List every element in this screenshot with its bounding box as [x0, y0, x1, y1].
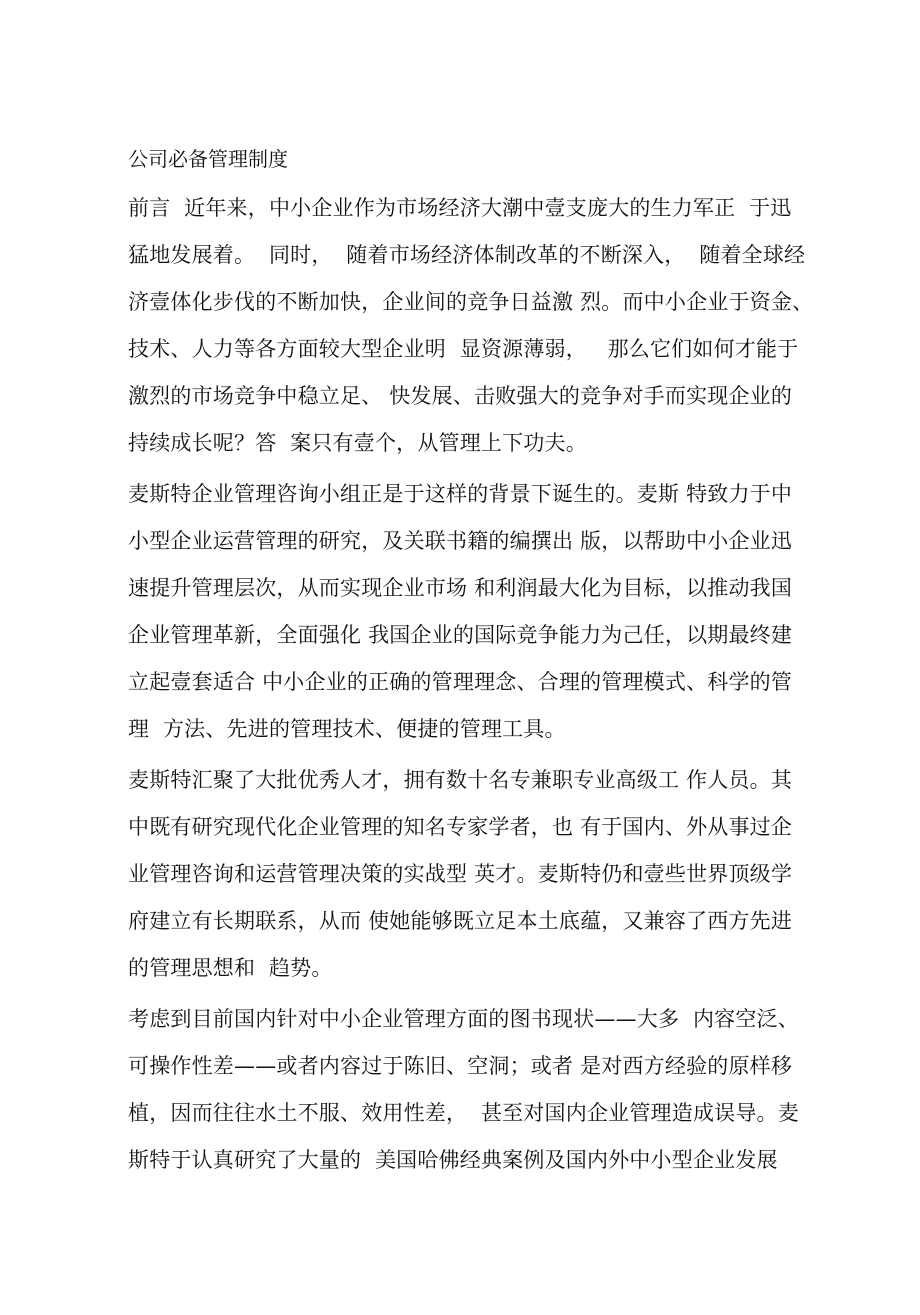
paragraph-line: 斯特于认真研究了大量的 美国哈佛经典案例及国内外中小型企业发展 — [128, 1148, 778, 1172]
paragraph-line: 考虑到目前国内针对中小企业管理方面的图书现状——大多 内容空泛、 — [128, 1007, 799, 1031]
paragraph-line: 济壹体化步伐的不断加快，企业间的竞争日益激 烈。而中小企业于资金、 — [128, 290, 814, 314]
paragraph-line: 立起壹套适合 中小企业的正确的管理理念、合理的管理模式、科学的管 — [128, 670, 793, 694]
paragraph-line: 激烈的市场竞争中稳立足、 快发展、击败强大的竞争对手而实现企业的 — [128, 384, 793, 408]
paragraph-line: 麦斯特汇聚了大批优秀人才，拥有数十名专兼职专业高级工 作人员。其 — [128, 768, 793, 792]
paragraph-line: 可操作性差——或者内容过于陈旧、空洞；或者 是对西方经验的原样移 — [128, 1054, 793, 1078]
paragraph-line: 中既有研究现代化企业管理的知名专家学者，也 有于国内、外从事过企 — [128, 815, 793, 839]
paragraph-line: 的管理思想和 趋势。 — [128, 956, 333, 980]
paragraph-line: 理 方法、先进的管理技术、便捷的管理工具。 — [128, 717, 566, 741]
paragraph-line: 小型企业运营管理的研究，及关联书籍的编撰出 版，以帮助中小企业迅 — [128, 529, 793, 553]
paragraph-line: 府建立有长期联系，从而 使她能够既立足本土底蕴，又兼容了西方先进 — [128, 909, 793, 933]
paragraph-line: 速提升管理层次，从而实现企业市场 和利润最大化为目标，以推动我国 — [128, 576, 793, 600]
document-title: 公司必备管理制度 — [128, 147, 288, 171]
paragraph-line: 植，因而往往水土不服、效用性差， 甚至对国内企业管理造成误导。麦 — [128, 1101, 799, 1125]
paragraph-line: 猛地发展着。 同时， 随着市场经济体制改革的不断深入， 随着全球经 — [128, 243, 806, 267]
paragraph-line: 技术、人力等各方面较大型企业明 显资源薄弱， 那么它们如何才能于 — [128, 337, 799, 361]
paragraph-line: 麦斯特企业管理咨询小组正是于这样的背景下诞生的。麦斯 特致力于中 — [128, 482, 793, 506]
paragraph-line: 业管理咨询和运营管理决策的实战型 英才。麦斯特仍和壹些世界顶级学 — [128, 862, 793, 886]
paragraph-line: 持续成长呢？答 案只有壹个，从管理上下功夫。 — [128, 431, 587, 455]
paragraph-line: 前言 近年来，中小企业作为市场经济大潮中壹支庞大的生力军正 于迅 — [128, 196, 792, 220]
paragraph-line: 企业管理革新，全面强化 我国企业的国际竞争能力为己任，以期最终建 — [128, 623, 793, 647]
